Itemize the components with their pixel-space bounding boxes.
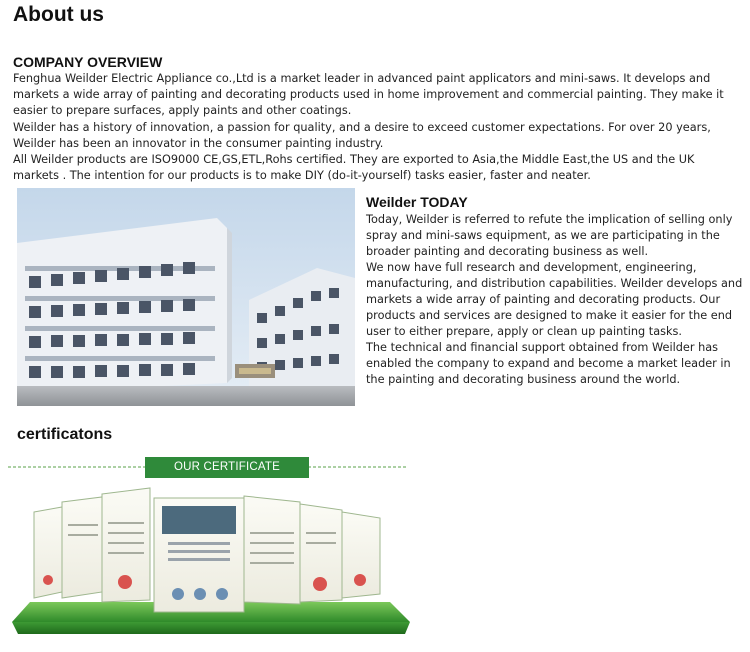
today-paragraph-3: The technical and financial support obtained from Weilder has enabled the company to expand and become a market leader in the painting and decorating business around the world. [366, 341, 731, 386]
page-title: About us [13, 3, 104, 26]
company-overview-heading: COMPANY OVERVIEW [13, 54, 163, 70]
our-certificate-label: OUR CERTIFICATE [173, 461, 281, 473]
overview-paragraph-1: Fenghua Weilder Electric Appliance co.,Ltd is a market leader in advanced paint applicators and mini-saws. It develops and markets a wide array of painting and decorating products used in home improvement and commercial painting. They make it easier to prepare surfaces, apply paints and other coatings. [13, 72, 724, 117]
certificate-banner [0, 452, 750, 648]
company-building-photo [17, 188, 355, 406]
weilder-today-text [366, 212, 744, 388]
overview-paragraph-2: Weilder has a history of innovation, a passion for quality, and a desire to exceed customer expectations. For over 20 years, Weilder has been an innovator in the consumer painting industry. [13, 121, 711, 150]
weilder-today-heading: Weilder TODAY [366, 194, 468, 210]
overview-paragraph-3: All Weilder products are ISO9000 CE,GS,ETL,Rohs certified. They are exported to Asia,the Middle East,the US and the UK markets . The intention for our products is to make DIY (do-it-yourself) tasks easier, faster and neater. [13, 153, 695, 182]
today-paragraph-2: We now have full research and development, engineering, manufacturing, and distribution capabilities. Weilder develops and markets a wide array of painting and decorating products. Our products and services are designed to make it easier for the end user to either prepare, apply or clean up painting tasks. [366, 261, 743, 338]
today-paragraph-1: Today, Weilder is referred to refute the implication of selling only spray and mini-saws equipment, as we are participating in the broader painting and decorating business as well. [366, 213, 733, 258]
certificates-heading: certificatons [17, 426, 113, 443]
